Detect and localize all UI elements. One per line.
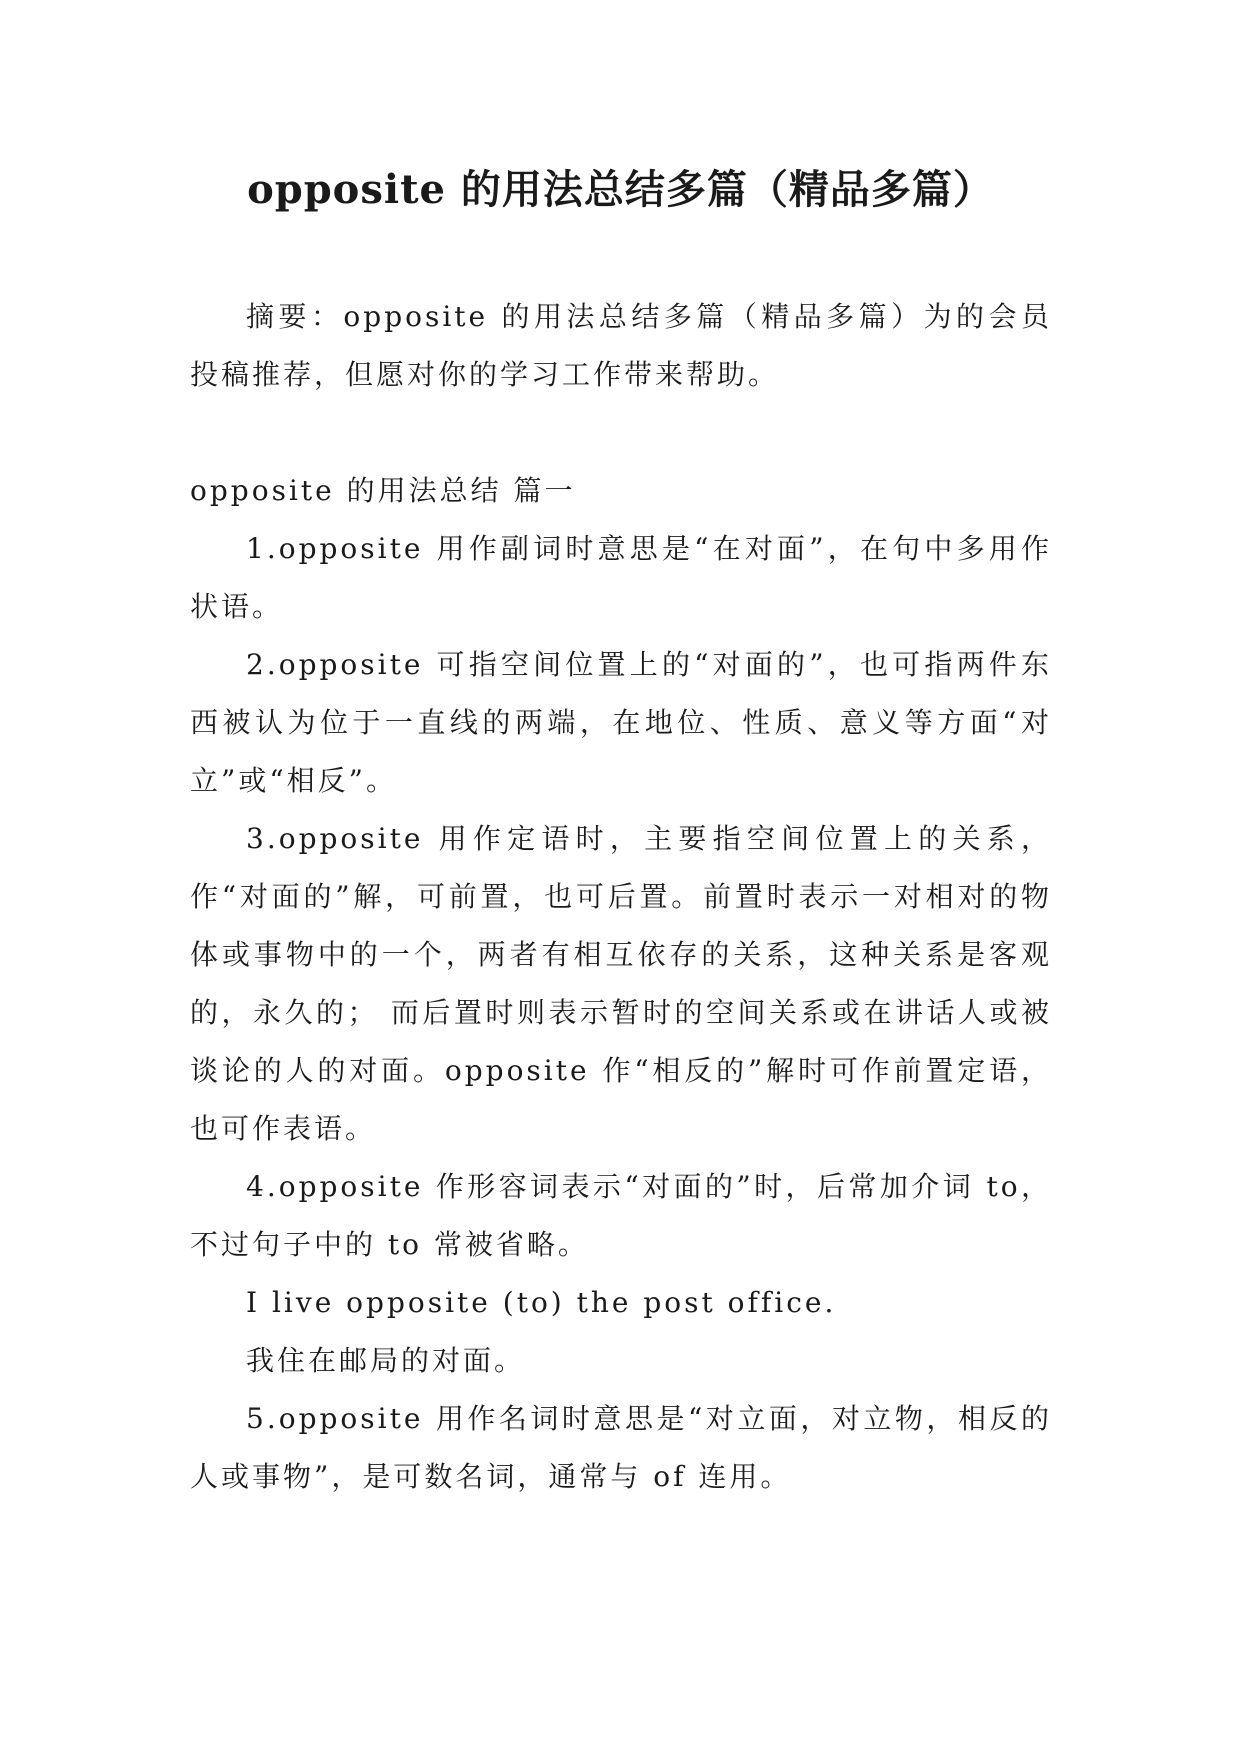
document-title: opposite 的用法总结多篇（精品多篇） [247, 166, 994, 213]
body-paragraph-1: 1.opposite 用作副词时意思是“在对面”，在句中多用作状语。 [190, 532, 1052, 623]
body-paragraph-4: 4.opposite 作形容词表示“对面的”时，后常加介词 to，不过句子中的 to 常被省略。 [190, 1170, 1052, 1261]
section-heading: opposite 的用法总结 篇一 [190, 474, 576, 507]
body-paragraph-5: 5.opposite 用作名词时意思是“对立面，对立物，相反的人或事物”，是可数名词，通常与 of 连用。 [190, 1402, 1052, 1493]
example-sentence-chinese: 我住在邮局的对面。 [246, 1344, 526, 1377]
summary-paragraph: 摘要：opposite 的用法总结多篇（精品多篇）为的会员投稿推荐，但愿对你的学习工作带来帮助。 [190, 300, 1052, 391]
body-paragraph-2: 2.opposite 可指空间位置上的“对面的”，也可指两件东西被认为位于一直线的两端，在地位、性质、意义等方面“对立”或“相反”。 [190, 648, 1052, 797]
body-paragraph-3: 3.opposite 用作定语时，主要指空间位置上的关系，作“对面的”解，可前置，也可后置。前置时表示一对相对的物体或事物中的一个，两者有相互依存的关系，这种关系是客观的，永久的； 而后置时则表示暂时的空间关系或在讲话人或被谈论的人的对面。opposite 作“相反的”解时可作前置定语，也可作表语。 [190, 822, 1052, 1145]
document-body [190, 288, 1052, 1506]
example-sentence-english: I live opposite (to) the post office. [246, 1286, 837, 1319]
